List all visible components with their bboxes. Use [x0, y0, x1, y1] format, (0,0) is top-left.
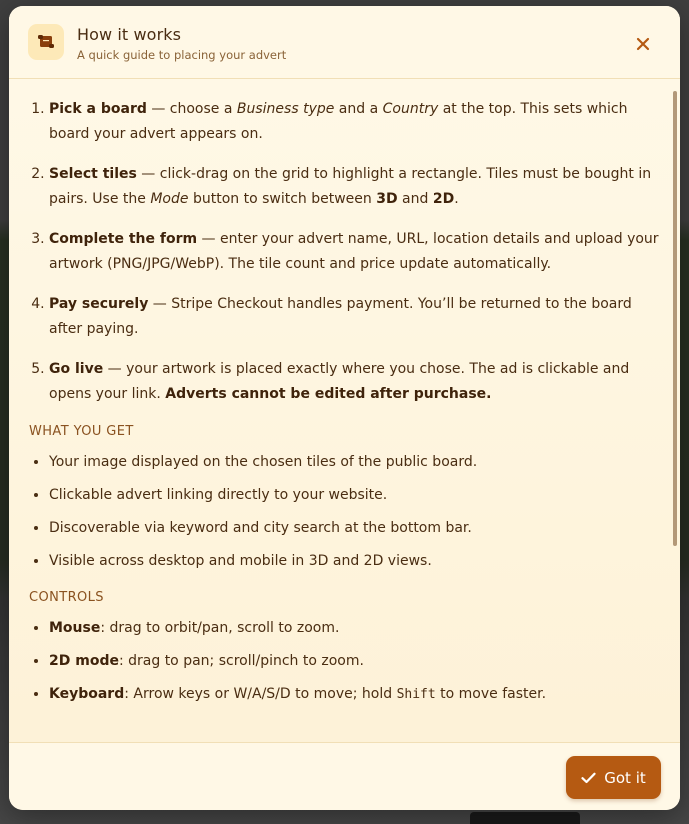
step-emphasis: Country: [382, 101, 439, 117]
how-it-works-dialog: [9, 6, 680, 810]
list-item: • Discoverable via keyword and city search at the bottom bar.: [49, 516, 659, 541]
list-item: [49, 682, 659, 708]
got-it-label: Got it: [604, 768, 646, 787]
step-strong: 3D: [376, 190, 398, 207]
control-text: : drag to pan; scroll/pinch to zoom.: [118, 652, 364, 669]
dialog-title: How it works: [77, 25, 182, 44]
dialog-header: [9, 6, 680, 79]
control-text: : Arrow keys or W/A/S/D to move; hold: [124, 685, 397, 702]
step-complete-form: [49, 227, 659, 276]
what-you-get-list: [29, 450, 659, 574]
got-it-button[interactable]: [566, 756, 661, 799]
check-icon: [581, 772, 596, 784]
list-item: • Clickable advert linking directly to your website.: [49, 483, 659, 508]
step-title: Pay securely: [49, 296, 149, 312]
dialog-subtitle: A quick guide to placing your advert: [77, 48, 287, 62]
list-item: [49, 649, 659, 674]
step-title: Pick a board: [49, 101, 147, 117]
step-title: Go live: [49, 361, 104, 377]
control-name: Mouse: [49, 619, 101, 636]
step-emphasis: Business type: [236, 101, 335, 117]
step-text: — choose a: [146, 101, 237, 117]
list-item: [49, 616, 659, 641]
dialog-footer: [9, 742, 680, 810]
list-item: • Visible across desktop and mobile in 3D and 2D views.: [49, 549, 659, 574]
step-title: Complete the form: [49, 231, 198, 247]
step-strong: 2D: [432, 190, 455, 207]
list-item: • Your image displayed on the chosen tiles of the public board.: [49, 450, 659, 475]
control-name: 2D mode: [49, 652, 119, 669]
step-title: Select tiles: [49, 166, 137, 182]
step-text: — click-drag on the grid to highlight a rectangle. Tiles must be bought in pairs. Use the: [49, 166, 652, 207]
step-text: — your artwork is placed exactly where you chose. The ad is clickable and opens your link.: [49, 361, 630, 402]
step-pay-securely: [49, 292, 659, 341]
control-text: to move faster.: [435, 685, 547, 702]
scrollbar[interactable]: [673, 91, 677, 546]
step-pick-board: [49, 97, 659, 146]
step-text: — Stripe Checkout handles payment. You’ll be returned to the board after paying.: [49, 296, 632, 337]
step-text: and: [397, 190, 433, 207]
control-name: Keyboard: [49, 685, 125, 702]
control-text: : drag to orbit/pan, scroll to zoom.: [100, 619, 340, 636]
scroll-icon: [28, 24, 64, 60]
steps-list: [29, 97, 659, 406]
controls-heading: CONTROLS: [29, 589, 104, 605]
step-text: and a: [334, 101, 383, 117]
step-emphasis: Mode: [150, 190, 189, 207]
step-text: at the top. This sets which board your advert appears on.: [49, 101, 628, 142]
guide-content: [29, 97, 659, 721]
close-button[interactable]: [629, 30, 657, 58]
step-text: — enter your advert name, URL, location details and upload your artwork (PNG/JPG/WebP). The tile count and price update automatically.: [49, 231, 659, 272]
step-select-tiles: [49, 162, 659, 211]
controls-list: [29, 616, 659, 708]
step-text: .: [454, 190, 459, 207]
step-text: button to switch between: [188, 190, 377, 207]
step-strong: Adverts cannot be edited after purchase.: [165, 385, 492, 402]
close-icon: [636, 37, 650, 51]
step-go-live: [49, 357, 659, 406]
background-bottom-bar: [470, 812, 580, 824]
what-you-get-heading: WHAT YOU GET: [29, 424, 134, 439]
dialog-body[interactable]: [9, 79, 680, 742]
shift-key-label: Shift: [396, 686, 436, 702]
